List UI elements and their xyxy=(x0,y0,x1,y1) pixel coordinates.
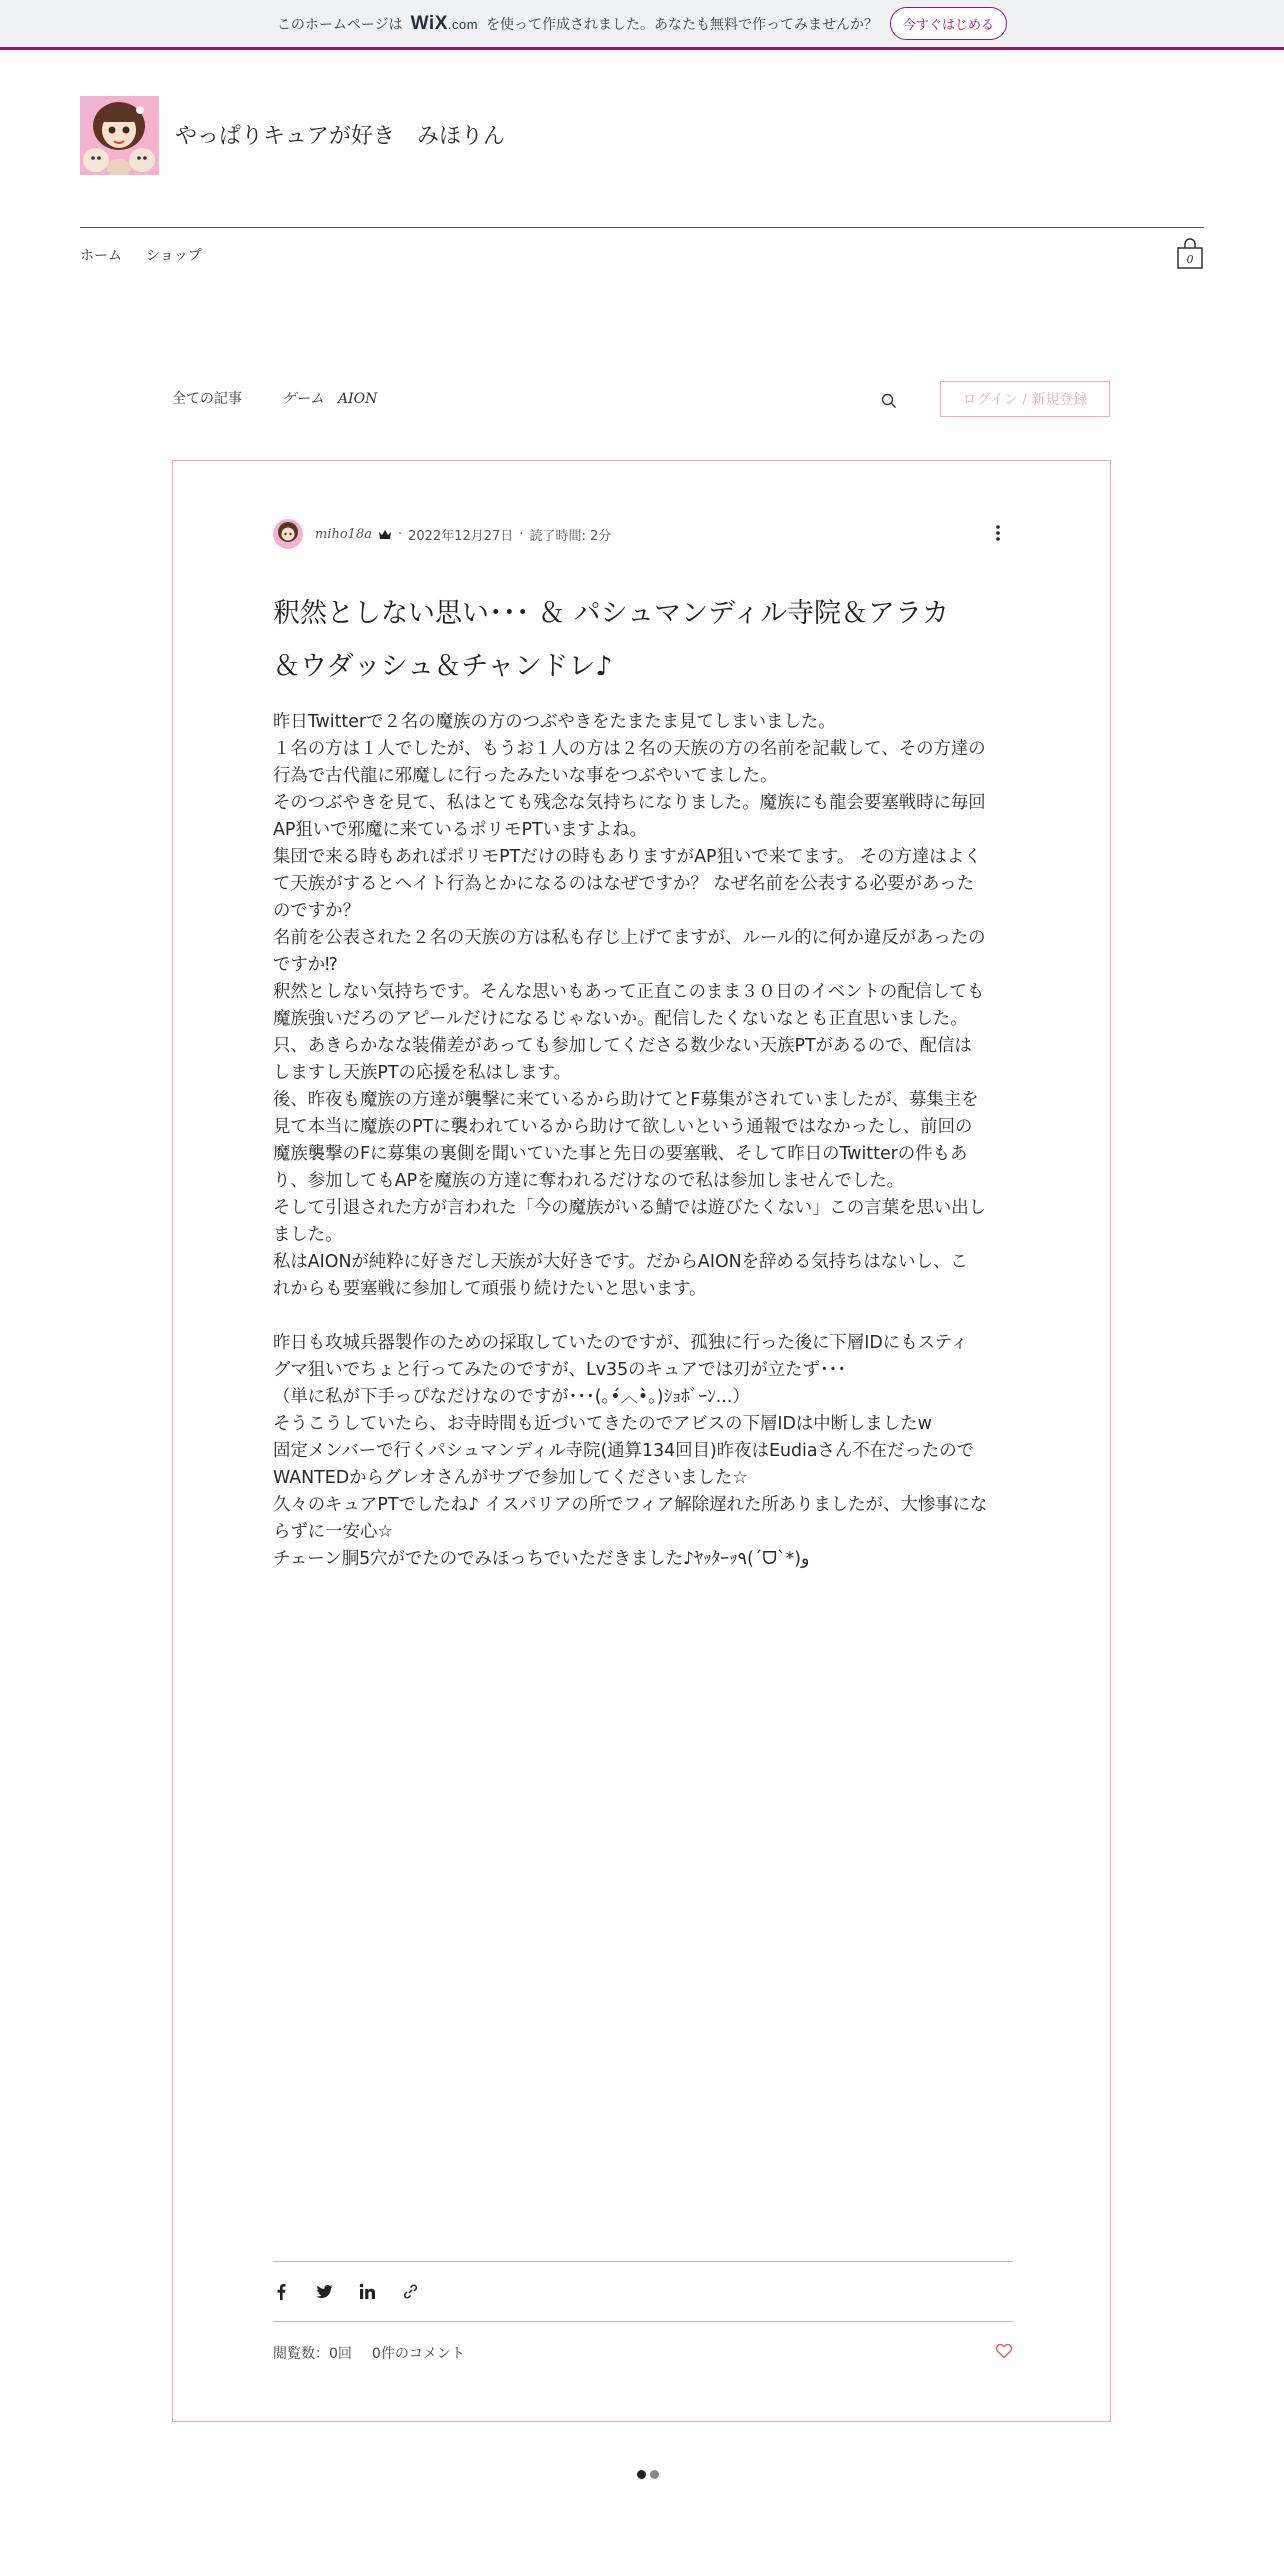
cart-icon xyxy=(1177,238,1203,270)
wix-start-button[interactable]: 今すぐはじめる xyxy=(890,7,1007,40)
post-body-line: 釈然としない気持ちです。そんな思いもあって正直このまま３０日のイベントの配信しても xyxy=(273,982,985,1002)
post-body-line: チェーン胴5穴がでたのでみほっちでいただきました♪ﾔｯﾀｰｯ٩(ˊᗜˋ*)و xyxy=(273,1549,810,1569)
link-icon[interactable] xyxy=(402,2283,419,2300)
share-divider-bottom xyxy=(273,2321,1013,2322)
post-body-line: WANTEDからグレオさんがサブで参加してくださいました☆ xyxy=(273,1468,748,1488)
post-body-line: 固定メンバーで行くパシュマンディル寺院(通算134回目)昨夜はEudiaさん不在だったので xyxy=(273,1441,975,1461)
post-body-line: れからも要塞戦に参加して頑張り続けたいと思います。 xyxy=(273,1279,707,1299)
wix-logo-suffix: .com xyxy=(447,16,479,32)
post-body-line: て天族がするとヘイト行為とかになるのはなぜですか？ なぜ名前を公表する必要があった xyxy=(273,874,974,894)
pagination-dot[interactable] xyxy=(650,2470,659,2479)
post-title xyxy=(273,587,1013,693)
cart-count: 0 xyxy=(1186,253,1194,266)
post-body-line: そして引退された方が言われた「今の魔族がいる鯖では遊びたくない」この言葉を思い出し xyxy=(273,1198,987,1218)
wix-banner-text-after: を使って作成されました。あなたも無料で作ってみませんか？ xyxy=(486,16,879,33)
pagination-dot-active[interactable] xyxy=(637,2470,646,2479)
wix-logo-text: WiX xyxy=(410,12,448,34)
post-title-line: ＆ウダッシュ＆チャンドレ♪ xyxy=(273,651,613,682)
post-body-line: そうこうしていたら、お寺時間も近づいてきたのでアビスの下層IDは中断しましたw xyxy=(273,1414,932,1434)
blog-categories xyxy=(172,388,377,408)
wix-promo-banner xyxy=(0,0,1284,50)
post-body-line: 後、昨夜も魔族の方達が襲撃に来ているから助けてとF募集がされていましたが、募集主を xyxy=(273,1090,979,1110)
post-date: 2022年12月27日 xyxy=(408,529,514,544)
post-meta xyxy=(315,525,611,544)
post-body-line: 集団で来る時もあればポリモPTだけの時もありますがAP狙いで来てます。 その方達はよく xyxy=(273,847,982,867)
facebook-icon[interactable] xyxy=(273,2283,290,2300)
post-body-line: ました。 xyxy=(273,1225,343,1245)
post-body-line: そのつぶやきを見て、私はとても残念な気持ちになりました。魔族にも龍会要塞戦時に毎回 xyxy=(273,793,986,813)
post-body-line: ですか⁉ xyxy=(273,955,338,975)
read-time: 読了時間: 2分 xyxy=(529,529,612,544)
post-body-line: 私はAIONが純粋に好きだし天族が大好きです。だからAIONを辞める気持ちはないし、こ xyxy=(273,1252,968,1272)
post-body-line: 名前を公表された２名の天族の方は私も存じ上げてますが、ルール的に何か違反があったの xyxy=(273,928,986,948)
search-icon[interactable] xyxy=(880,392,898,410)
post-body-line: のですか？ xyxy=(273,901,360,921)
wix-logo[interactable] xyxy=(411,13,478,35)
post-body-line: 行為で古代龍に邪魔しに行ったみたいな事をつぶやいてました。 xyxy=(273,766,778,786)
post-body-line: 魔族襲撃のFに募集の裏側を聞いていた事と先日の要塞戦、そして昨日のTwitterの件もあ xyxy=(273,1144,968,1164)
author-name[interactable]: miho18a xyxy=(315,527,372,542)
post-body-line: 魔族強いだろのアピールだけになるじゃないか。配信したくないなとも正直思いました。 xyxy=(273,1009,968,1029)
post-title-line: 釈然としない思い･･･ ＆ パシュマンディル寺院＆アラカ xyxy=(273,598,949,629)
nav-item-shop[interactable]: ショップ xyxy=(146,248,202,264)
post-body-line xyxy=(273,1303,1018,1330)
post-body-line: 見て本当に魔族のPTに襲われているから助けて欲しいという通報ではなかったし、前回の xyxy=(273,1117,973,1137)
post-body-line: り、参加してもAPを魔族の方達に奪われるだけなので私は参加しませんでした。 xyxy=(273,1171,905,1191)
category-all-posts[interactable]: 全ての記事 xyxy=(172,391,242,407)
crown-icon xyxy=(378,529,392,540)
site-logo-avatar[interactable] xyxy=(80,96,159,175)
site-title[interactable]: やっぱりキュアが好き みほりん xyxy=(175,124,506,149)
post-body-line: 昨日も攻城兵器製作のための採取していたのですが、孤独に行った後に下層IDにもスティ xyxy=(273,1333,969,1353)
wix-banner-text-before: このホームページは xyxy=(276,16,403,33)
pagination-dots xyxy=(637,2470,659,2479)
post-body-line: （単に私が下手っぴなだけなのですが･･･(｡•́︿•̀｡)ｼｮﾎﾞｰﾝ...） xyxy=(273,1387,750,1407)
post-body-line: １名の方は１人でしたが、もうお１人の方は２名の天族の方の名前を記載して、その方達の xyxy=(273,739,986,759)
post-stats xyxy=(273,2343,465,2363)
nav-item-home[interactable]: ホーム xyxy=(80,248,122,264)
post-body-line: 只、あきらかなな装備差があっても参加してくださる数少ない天族PTがあるので、配信は xyxy=(273,1036,972,1056)
post-card xyxy=(172,460,1111,2422)
more-icon[interactable] xyxy=(993,521,1003,545)
twitter-icon[interactable] xyxy=(316,2283,333,2300)
post-body xyxy=(273,709,1018,1573)
header-divider xyxy=(80,227,1204,228)
post-body-line: らずに一安心☆ xyxy=(273,1522,393,1542)
comment-count[interactable]: 0件のコメント xyxy=(371,2346,465,2362)
view-count: 閲覧数：0回 xyxy=(273,2346,352,2362)
share-divider-top xyxy=(273,2261,1013,2262)
author-avatar[interactable] xyxy=(273,519,303,549)
post-body-line: 昨日Twitterで２名の魔族の方のつぶやきをたまたま見てしまいました。 xyxy=(273,712,836,732)
heart-icon[interactable] xyxy=(995,2342,1013,2359)
share-bar xyxy=(273,2283,419,2300)
linkedin-icon[interactable] xyxy=(359,2283,376,2300)
post-body-line: AP狙いで邪魔に来ているポリモPTいますよね。 xyxy=(273,820,647,840)
post-body-line: 久々のキュアPTでしたね♪ イスパリアの所でフィア解除遅れた所ありましたが、大惨事にな xyxy=(273,1495,988,1515)
meta-separator-2: · xyxy=(519,527,524,542)
main-nav xyxy=(80,245,202,265)
cart-button[interactable] xyxy=(1177,238,1203,270)
meta-separator-1: · xyxy=(397,527,403,542)
category-game-aion[interactable]: ゲーム AION xyxy=(282,391,378,407)
post-body-line: しますし天族PTの応援を私はします。 xyxy=(273,1063,571,1083)
post-body-line: グマ狙いでちょと行ってみたのですが、Lv35のキュアでは刃が立たず･･･ xyxy=(273,1360,847,1380)
login-signup-button[interactable]: ログイン / 新規登録 xyxy=(940,381,1110,417)
